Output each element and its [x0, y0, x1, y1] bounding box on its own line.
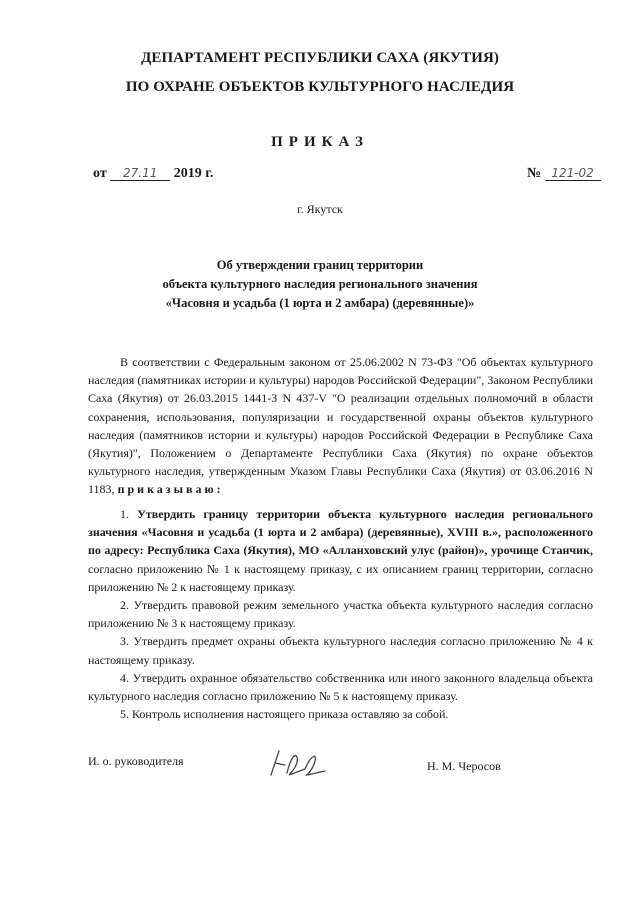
handwritten-signature [265, 743, 335, 783]
date-year: 2019 г. [173, 166, 214, 181]
item-text: Утвердить предмет охраны объекта культурного наследия согласно приложению № 4 к настоящему приказу. [88, 634, 594, 667]
item-number: 1. [120, 507, 129, 521]
signatory-role: И. о. руководителя [88, 754, 184, 768]
document-type-title: ПРИКАЗ [271, 134, 369, 150]
item-bold-text: Утвердить границу территории объекта культурного наследия регионального значения «Часовня и усадьба (1 юрта и 2 амбара) (деревянные), XVIII в.», расположенного по адресу: Республика Саха (Якутия), МО «Алланховский улус (район)», урочище Станчик, [88, 507, 594, 558]
date-handwritten: 27.11 [110, 166, 170, 181]
number-handwritten: 121-02 [545, 166, 601, 181]
order-number [527, 166, 601, 182]
item-number: 5. [120, 707, 129, 722]
order-title-line2: объекта культурного наследия регионального значения [162, 277, 478, 291]
list-item [88, 505, 593, 596]
order-title-line1: Об утверждении границ территории [216, 258, 424, 272]
order-title-line3: «Часовня и усадьба (1 юрта и 2 амбара) (деревянные)» [165, 296, 475, 310]
order-items [88, 505, 593, 723]
item-text: Утвердить правовой режим земельного участка объекта культурного наследия согласно приложению № 3 к настоящему приказу. [88, 598, 593, 631]
city: г. Якутск [297, 202, 343, 216]
item-number: 4. [120, 670, 129, 685]
ordering-word: приказываю: [117, 482, 224, 497]
list-item [88, 596, 593, 632]
item-number: 2. [120, 598, 129, 613]
preamble-text: В соответствии с Федеральным законом от 25.06.2002 N 73-ФЗ "Об объектах культурного наследия (памятниках истории и культуры) народов Российской Федерации", Законом Республики Саха (Якутия) от 26.03.2015 1441-З N 437-V "О реализации отдельных полномочий в области сохранения, использования, популяризации и государственной охраны объектов культурного наследия (памятников истории и культуры) народов Российской Федерации в Республике Саха (Якутия)", Положением о Департаменте Республики Саха (Якутия) по охране объектов культурного наследия, утвержденным Указом Главы Республики Саха (Якутия) от 03.06.2016 N 1183, [88, 355, 593, 497]
item-text: согласно приложению № 1 к настоящему приказу, с их описанием границ территории, согласно приложению № 2 к настоящему приказу. [88, 561, 593, 594]
preamble [88, 353, 593, 499]
item-text: Контроль исполнения настоящего приказа оставляю за собой. [132, 707, 449, 722]
signatory-name: Н. М. Черосов [427, 759, 501, 773]
date-prefix: от [93, 166, 107, 181]
list-item [88, 705, 593, 723]
item-text: Утвердить охранное обязательство собственника или иного законного владельца объекта культурного наследия согласно приложению № 5 к настоящему приказу. [88, 670, 594, 704]
list-item [88, 632, 593, 668]
number-sign: № [527, 166, 542, 181]
order-date [93, 166, 213, 182]
department-header-line1: ДЕПАРТАМЕНТ РЕСПУБЛИКИ САХА (ЯКУТИЯ) [140, 50, 500, 66]
department-header-line2: ПО ОХРАНЕ ОБЪЕКТОВ КУЛЬТУРНОГО НАСЛЕДИЯ [125, 79, 515, 95]
item-number: 3. [120, 634, 129, 649]
list-item [88, 669, 593, 705]
